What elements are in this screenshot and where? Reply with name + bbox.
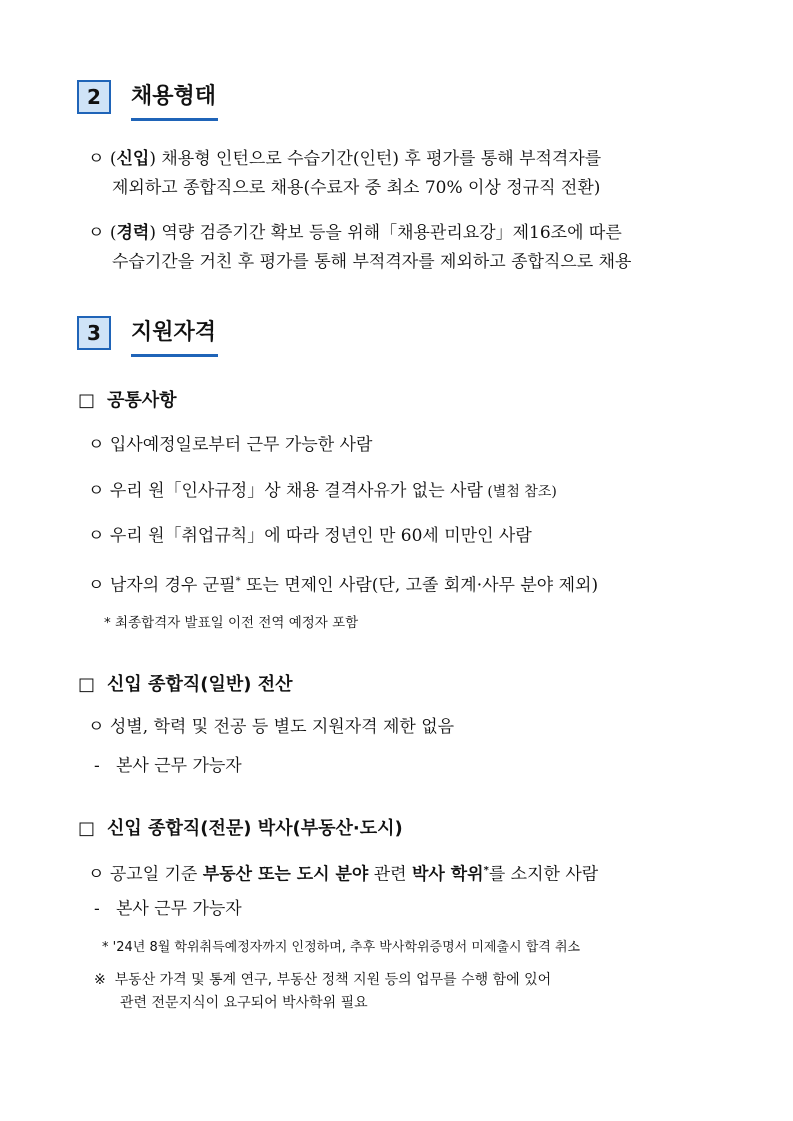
section-number: 2 (77, 80, 111, 114)
section-title: 지원자격 (131, 316, 218, 357)
common-item-2: ㅇ 우리 원「인사규정」상 채용 결격사유가 없는 사람 (별첨 참조) (88, 481, 557, 501)
dash-bullet: - (94, 756, 100, 776)
bullet: ㅇ (88, 864, 105, 885)
section2-item-2-line2: 수습기간을 거친 후 평가를 통해 부적격자를 제외하고 종합직으로 채용 (112, 252, 632, 272)
bullet: ㅇ (88, 223, 105, 243)
professional-remark-line1: ※ 부동산 가격 및 통계 연구, 부동산 정책 지원 등의 업무를 수행 함에 있어 (94, 972, 552, 988)
reference-mark: ※ (94, 972, 106, 988)
bullet: ㅇ (88, 526, 105, 546)
professional-remark-line2: 관련 전문지식이 요구되어 박사학위 필요 (120, 995, 368, 1011)
bullet: ㅇ (88, 717, 105, 737)
common-item-3: ㅇ 우리 원「취업규칙」에 따라 정년인 만 60세 미만인 사람 (88, 526, 532, 546)
section-title: 채용형태 (131, 80, 218, 121)
section2-item-1-line1: ㅇ (신입) 채용형 인턴으로 수습기간(인턴) 후 평가를 통해 부적격자를 (88, 149, 602, 169)
bullet: ㅇ (88, 435, 105, 455)
dash-bullet: - (94, 899, 100, 919)
general-item: ㅇ 성별, 학력 및 전공 등 별도 지원자격 제한 없음 (88, 717, 455, 737)
professional-dash-item: - 본사 근무 가능자 (94, 899, 242, 919)
checkbox-square-icon: □ (78, 390, 96, 411)
general-dash-item: - 본사 근무 가능자 (94, 756, 242, 776)
section2-item-2-line1: ㅇ (경력) 역량 검증기간 확보 등을 위해「채용관리요강」제16조에 따른 (88, 223, 622, 243)
professional-item: ㅇ 공고일 기준 부동산 또는 도시 분야 관련 박사 학위*를 소지한 사람 (88, 864, 599, 885)
bullet: ㅇ (88, 481, 105, 501)
section-2-header (77, 80, 218, 128)
item-label: 경력 (116, 223, 150, 243)
section-3-header (77, 316, 218, 364)
section2-item-1-line2: 제외하고 종합직으로 채용(수료자 중 최소 70% 이상 정규직 전환) (112, 178, 601, 198)
bullet: ㅇ (88, 575, 105, 596)
checkbox-square-icon: □ (78, 674, 96, 695)
section-number: 3 (77, 316, 111, 350)
subheading-common: □ 공통사항 (78, 390, 177, 411)
common-footnote: * 최종합격자 발표일 이전 전역 예정자 포함 (104, 615, 359, 631)
subheading-professional: □ 신입 종합직(전문) 박사(부동산·도시) (78, 818, 403, 839)
checkbox-square-icon: □ (78, 818, 96, 839)
professional-footnote: * '24년 8월 학위취득예정자까지 인정하며, 추후 박사학위증명서 미제출시 합격 취소 (102, 940, 581, 955)
common-item-4: ㅇ 남자의 경우 군필* 또는 면제인 사람(단, 고졸 회계·사무 분야 제외) (88, 575, 599, 596)
common-item-1: ㅇ 입사예정일로부터 근무 가능한 사람 (88, 435, 373, 455)
item-label: 신입 (116, 149, 150, 169)
bullet: ㅇ (88, 149, 105, 169)
subheading-general: □ 신입 종합직(일반) 전산 (78, 674, 293, 695)
